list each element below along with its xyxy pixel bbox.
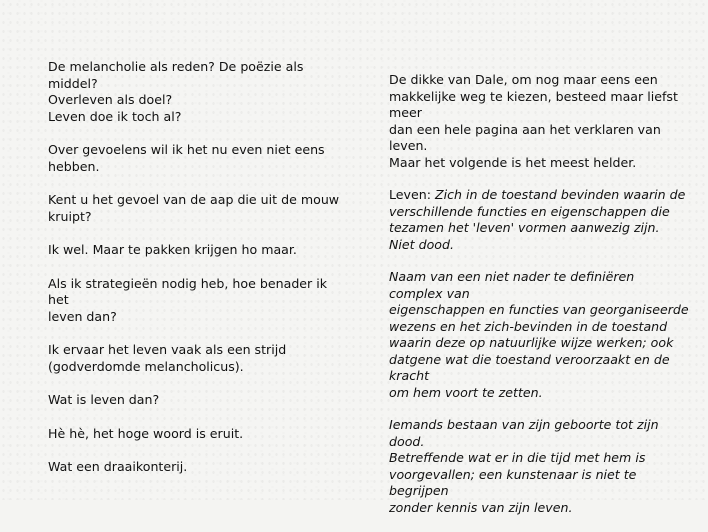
paragraph: Over gevoelens wil ik het nu even niet eens hebben. [48,142,325,174]
paragraph: Ik ervaar het leven vaak als een strijd (godverdomde melancholicus). [48,342,287,374]
definition-entry [389,187,689,253]
right-column [389,72,689,532]
definition-term: Leven: [389,187,431,202]
dictionary-intro: De dikke van Dale, om nog maar eens een makkelijke weg te kiezen, besteed maar liefst meer dan een hele pagina aan het verklaren van leven. Maar het volgende is het meest helder. [389,72,678,170]
left-column [48,59,348,493]
definition-text: Iemands bestaan van zijn geboorte tot zijn dood. Betreffende wat er in die tijd met hem is voorgevallen; een kunstenaar is niet te begrijpen zonder kennis van zijn leven. [389,417,659,515]
paragraph: Ik wel. Maar te pakken krijgen ho maar. [48,242,297,257]
definition-text: Naam van een niet nader te definiëren complex van eigenschappen en functies van georganiseerde wezens en het zich-bevinden in de toestand waarin deze op natuurlijke wijze werken; ook datgene wat die toestand veroorzaakt en de kracht om hem voort te zetten. [389,269,689,400]
paragraph: De melancholie als reden? De poëzie als middel? Overleven als doel? Leven doe ik toch al? [48,59,304,124]
definition-text: Zich in de toestand bevinden waarin de verschillende functies en eigenschappen die tezamen het 'leven' vormen aanwezig zijn. Niet dood. [389,187,686,252]
paragraph: Wat is leven dan? [48,392,160,407]
paragraph: Kent u het gevoel van de aap die uit de mouw kruipt? [48,192,340,224]
paragraph: Als ik strategieën nodig heb, hoe benader ik het leven dan? [48,275,328,324]
paragraph: Hè hè, het hoge woord is eruit. [48,425,244,441]
paragraph: Wat een draaikonterij. [48,459,188,474]
